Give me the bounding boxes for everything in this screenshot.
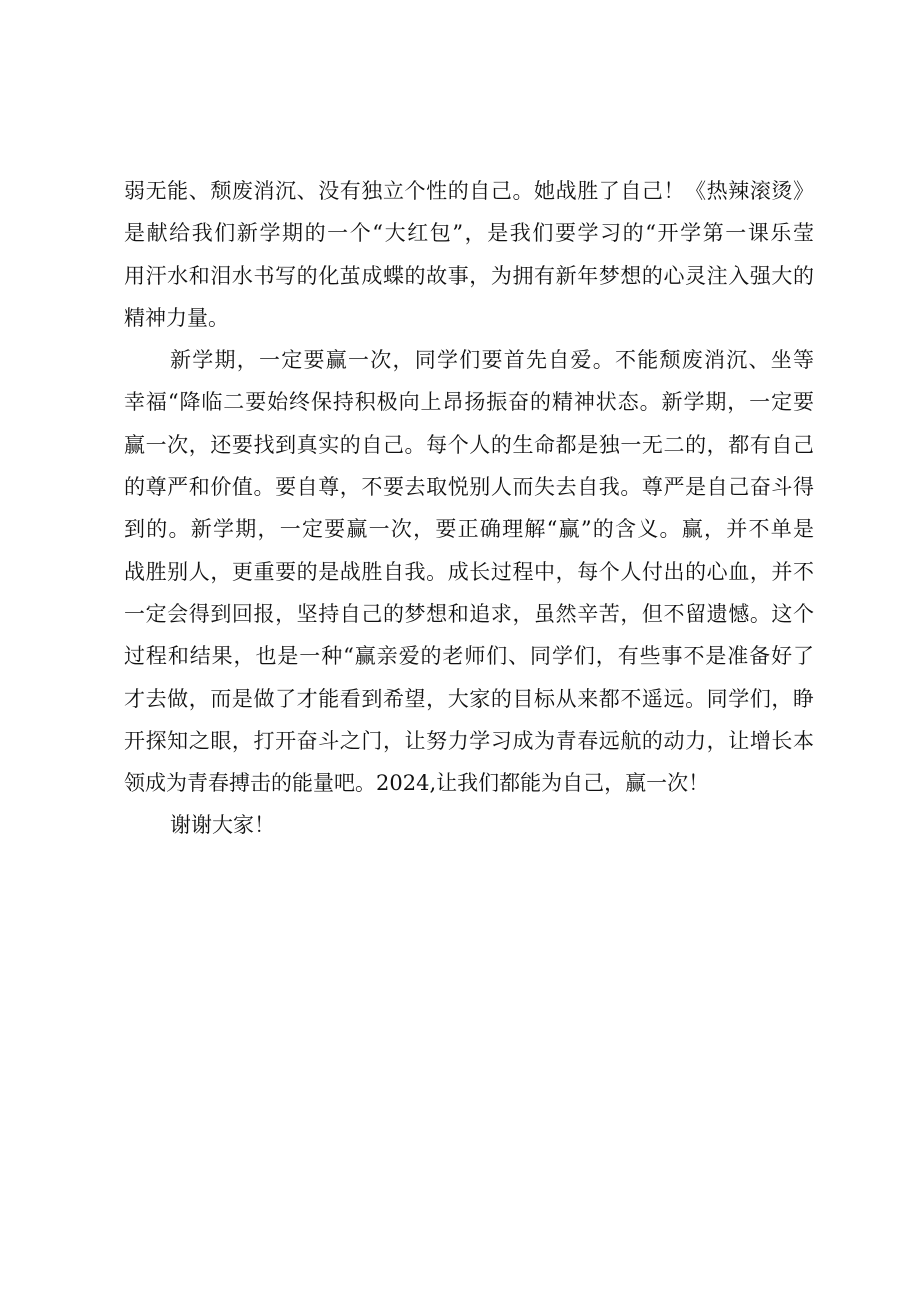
text-line: 赢一次，还要找到真实的自己。每个人的生命都是独一无二的，都有自己	[124, 432, 814, 457]
text-line: 幸福“降临二要始终保持积极向上昂扬振奋的精神状态。新学期，一定要	[124, 390, 814, 415]
text-line: 弱无能、颓废消沉、没有独立个性的自己。她战胜了自己！《热辣滚烫》	[124, 179, 814, 203]
text-line: 到的。新学期，一定要赢一次，要正确理解“赢”的含义。赢，并不单是	[124, 517, 814, 542]
text-line: 精神力量。	[124, 305, 229, 330]
body-text	[124, 170, 814, 847]
text-line: 领成为青春搏击的能量吧。2024,让我们都能为自己，赢一次！	[124, 771, 710, 796]
text-line: 的尊严和价值。要自尊，不要去取悦别人而失去自我。尊严是自己奋斗得	[124, 475, 814, 500]
text-line: 开探知之眼，打开奋斗之门，让努力学习成为青春远航的动力，让增长本	[124, 728, 814, 753]
paragraph-first-line: 新学期，一定要赢一次，同学们要首先自爱。不能颓废消沉、坐等	[170, 348, 814, 373]
text-line: 用汗水和泪水书写的化茧成蝶的故事，为拥有新年梦想的心灵注入强大的	[124, 263, 814, 288]
text-line: 战胜别人，更重要的是战胜自我。成长过程中，每个人付出的心血，并不	[124, 559, 814, 584]
text-line: 一定会得到回报，坚持自己的梦想和追求，虽然辛苦，但不留遗憾。这个	[124, 601, 814, 626]
text-line: 才去做，而是做了才能看到希望，大家的目标从来都不遥远。同学们，睁	[124, 686, 814, 711]
text-line: 过程和结果，也是一种“赢亲爱的老师们、同学们，有些事不是准备好了	[124, 644, 814, 669]
text-line: 是献给我们新学期的一个“大红包”，是我们要学习的“开学第一课乐莹	[124, 221, 814, 246]
closing-thanks: 谢谢大家！	[170, 813, 275, 838]
